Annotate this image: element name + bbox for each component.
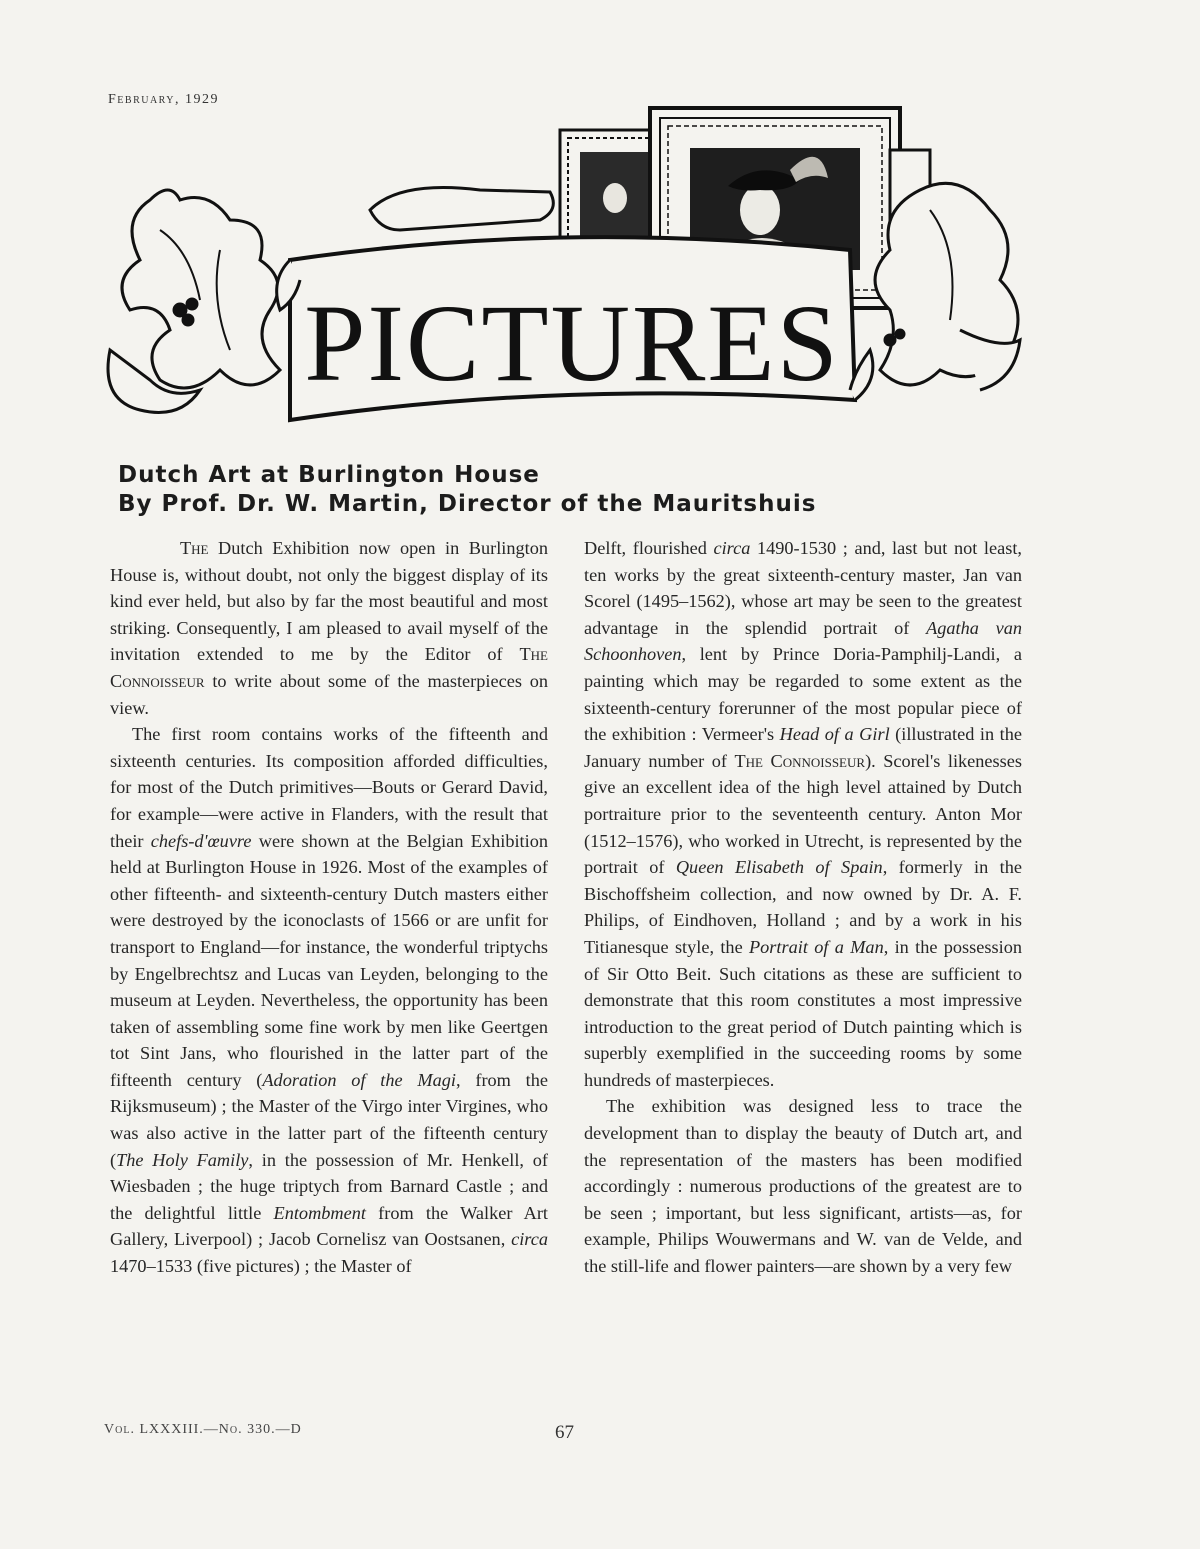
- italic-term: circa: [713, 538, 751, 558]
- left-paragraph-2: [110, 721, 548, 1279]
- text-run: from the Walker Art Gallery, Liverpool) ; Jacob Cornelisz van Oostsanen,: [110, 1202, 548, 1250]
- text-run: were shown at the Belgian Exhibition held at Burlington House in 1926. Most of the examples of other fifteenth- and sixteenth-century Dutch masters either were destroyed by the iconoclasts of 1566 or are unfit for transport to England—for instance, the wonderful triptychs by Engelbrechtsz and Lucas van Leyden, belonging to the museum at Leyden. Nevertheless, the opportunity has been taken of assembling some fine work by men like Geertgen tot Sint Jans, who flourished in the latter part of the fifteenth century (: [110, 830, 548, 1090]
- text-run: Dutch Exhibition now open in Burlington House is, without doubt, not only the biggest display of its kind ever held, but also by far the most beautiful and most striking. Consequently, I am pleased to avail myself of the invitation extended to me by the Editor of: [110, 538, 548, 665]
- text-run: 1470–1533 (five pictures) ; the Master of: [110, 1256, 412, 1277]
- text-run: , lent by Prince Doria-Pamphilj-Landi, a painting which may be regarded to some extent as the sixteenth-century forerunner of the most popular piece of the exhibition : Vermeer's: [584, 644, 1022, 745]
- right-foliage-ornament: [875, 183, 1020, 390]
- article-title-block: [118, 462, 1018, 517]
- artwork-title: Agatha van Schoonhoven: [584, 617, 1023, 665]
- text-run: to write about some of the masterpieces on view.: [110, 670, 548, 718]
- italic-term: chefs-d'œuvre: [150, 830, 252, 851]
- pictures-header-illustration: [100, 100, 1030, 460]
- pictures-banner-text: PICTURES: [304, 282, 840, 404]
- left-scroll-ribbon: [370, 188, 553, 231]
- text-run: The first room contains works of the fifteenth and sixteenth centuries. Its composition afforded difficulties, for most of the Dutch primitives—Bouts or Gerard David, for example—were active in Flanders, with the result that their: [110, 724, 548, 851]
- magazine-name: The Connoisseur: [110, 644, 548, 691]
- italic-term: circa: [511, 1229, 548, 1250]
- left-foliage-ornament: [108, 190, 280, 413]
- artwork-title: Entombment: [273, 1202, 366, 1223]
- right-paragraph-1: [584, 535, 1022, 1093]
- left-text-column: [110, 535, 548, 1280]
- artwork-title: Queen Elisabeth of Spain: [675, 857, 883, 878]
- text-run: , formerly in the Bischoffsheim collection, and now owned by Dr. A. F. Philips, of Eindhoven, Holland ; and by a work in his Titianesque style, the: [584, 857, 1022, 957]
- artwork-title: The Holy Family: [116, 1149, 249, 1170]
- article-byline: By Prof. Dr. W. Martin, Director of the Mauritshuis: [118, 491, 817, 517]
- magazine-name: The Connoisseur: [734, 750, 866, 771]
- right-paragraph-2: The exhibition was designed less to trace the development than to display the beauty of Dutch art, and the representation of the masters has been modified accordingly : numerous productions of the greatest are to be seen ; important, but less significant, artists—as, for example, Philips Wouwermans and W. van de Velde, and the still-life and flower painters—are shown by a very few: [584, 1096, 1022, 1277]
- artwork-title: Adoration of the Magi: [262, 1069, 457, 1090]
- volume-footer: Vol. LXXXIII.—No. 330.—D: [104, 1422, 302, 1437]
- running-head-date: February, 1929: [108, 92, 220, 107]
- text-run: (illustrated in the January number of: [584, 724, 1022, 771]
- article-title: Dutch Art at Burlington House: [118, 462, 540, 488]
- artwork-title: Portrait of a Man: [749, 936, 884, 957]
- text-run: ). Scorel's likenesses give an excellent idea of the high level attained by Dutch portraiture prior to the seventeenth century. Anton Mor (1512–1576), who worked in Utrecht, is represented by the portrait of: [584, 750, 1022, 878]
- page-number: 67: [555, 1422, 574, 1443]
- text-run: 1490-1530 ; and, last but not least, ten works by the great sixteenth-century master, Jan van Scorel (1495–1562), whose art may be seen to the greatest advantage in the splendid portrait of: [584, 538, 1022, 638]
- left-paragraph-1: [110, 535, 548, 721]
- lead-word: The: [180, 538, 209, 558]
- text-run: Delft, flourished: [584, 538, 714, 558]
- text-run: , in the possession of Sir Otto Beit. Such citations as these are sufficient to demonstrate that this room constitutes a most impressive introduction to the great period of Dutch painting which is superbly exemplified in the succeeding rooms by some hundreds of masterpieces.: [584, 936, 1022, 1090]
- artwork-title: Head of a Girl: [779, 724, 890, 745]
- pictures-banner: [277, 237, 873, 420]
- text-run: , from the Rijksmuseum) ; the Master of the Virgo inter Virgines, who was also active in the latter part of the fifteenth century (: [110, 1069, 549, 1170]
- text-run: , in the possession of Mr. Henkell, of Wiesbaden ; the huge triptych from Barnard Castle ; and the delightful little: [110, 1149, 548, 1223]
- right-text-column: [584, 535, 1022, 1280]
